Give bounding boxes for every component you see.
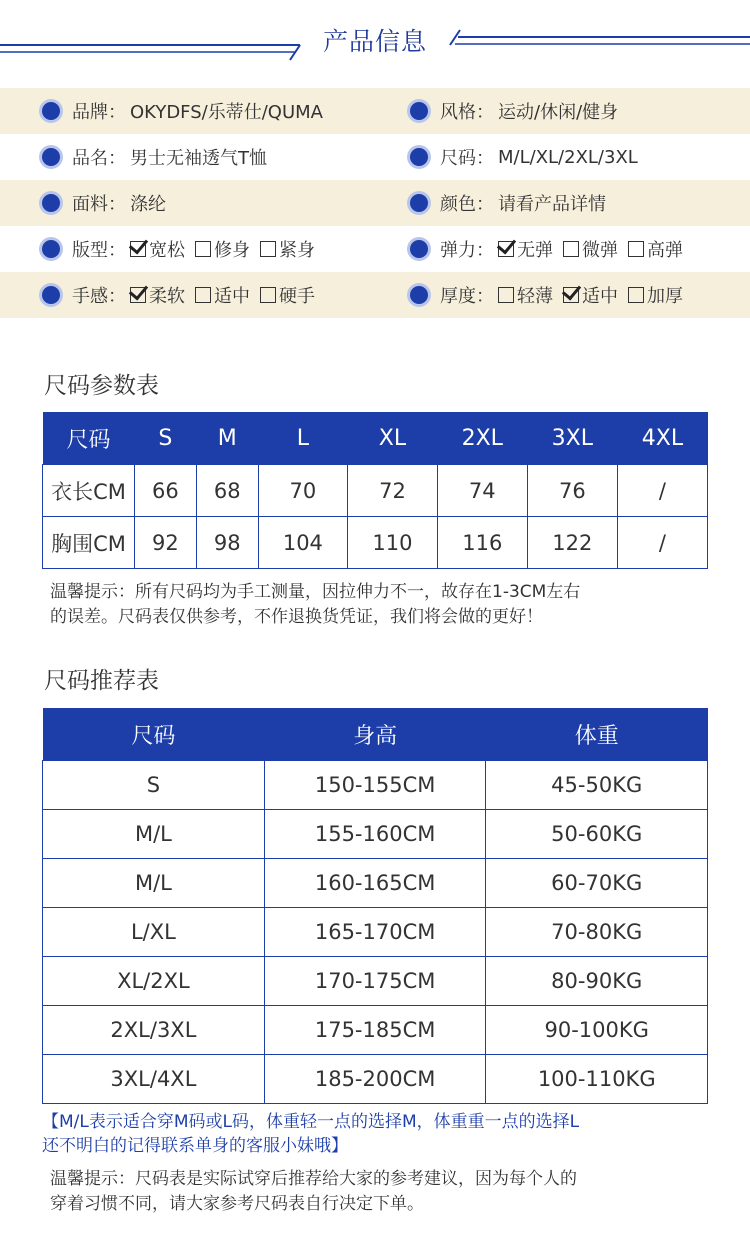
info-label: 品名： [72, 148, 126, 169]
checkbox-icon [260, 287, 276, 303]
info-elasticity [410, 236, 693, 262]
info-label: 颜色： [440, 194, 494, 215]
size-table-title: 尺码参数表 [44, 373, 159, 399]
checkbox-checked-icon [130, 241, 146, 257]
table-cell: 胸围CM [43, 517, 135, 569]
table-cell: 155-160CM [264, 810, 486, 859]
table-cell: 3XL/4XL [43, 1055, 265, 1104]
option-fit-tight[interactable] [260, 236, 315, 262]
checkbox-checked-icon [498, 241, 514, 257]
option-feel-hard[interactable] [260, 282, 315, 308]
info-fit [42, 236, 325, 262]
recommend-table-title: 尺码推荐表 [44, 668, 159, 694]
table-cell: 100-110KG [486, 1055, 708, 1104]
note-line: 温馨提示：所有尺码均为手工测量，因拉伸力不一，故存在1-3CM左右 [50, 582, 581, 602]
option-fit-slim[interactable] [195, 236, 250, 262]
bullet-icon [410, 102, 428, 120]
info-row [0, 134, 750, 180]
table-cell: 122 [527, 517, 617, 569]
info-color [410, 190, 606, 216]
table-cell: 150-155CM [264, 761, 486, 810]
checkbox-checked-icon [130, 287, 146, 303]
info-fabric [42, 190, 166, 216]
checkbox-checked-icon [563, 287, 579, 303]
option-fit-loose[interactable] [130, 236, 185, 262]
note-line: 穿着习惯不同，请大家参考尺码表自行决定下单。 [50, 1194, 424, 1214]
checkbox-icon [260, 241, 276, 257]
checkbox-icon [628, 241, 644, 257]
table-cell: 76 [527, 465, 617, 517]
note-line: 【M/L表示适合穿M码或L码，体重轻一点的选择M，体重重一点的选择L [42, 1112, 580, 1132]
table-header: L [258, 412, 348, 465]
option-elastic-high[interactable] [628, 236, 683, 262]
info-label: 尺码： [440, 148, 494, 169]
table-cell: 116 [437, 517, 527, 569]
bullet-icon [410, 194, 428, 212]
table-cell: 160-165CM [264, 859, 486, 908]
info-name [42, 144, 267, 170]
info-brand [42, 98, 323, 124]
table-cell: 68 [196, 465, 258, 517]
table-row [43, 517, 708, 569]
table-header: M [196, 412, 258, 465]
table-row [43, 1006, 708, 1055]
table-row [43, 1055, 708, 1104]
table-cell: 70-80KG [486, 908, 708, 957]
table-cell: 45-50KG [486, 761, 708, 810]
note-line: 的误差。尺码表仅供参考，不作退换货凭证，我们将会做的更好！ [50, 607, 543, 627]
option-label: 微弹 [582, 240, 618, 261]
option-label: 轻薄 [517, 286, 553, 307]
option-label: 无弹 [517, 240, 553, 261]
table-cell: 衣长CM [43, 465, 135, 517]
bullet-icon [410, 286, 428, 304]
info-row [0, 88, 750, 134]
table-cell: 110 [348, 517, 438, 569]
bullet-icon [42, 194, 60, 212]
table-cell: 50-60KG [486, 810, 708, 859]
table-header: 身高 [264, 708, 486, 761]
option-label: 适中 [582, 286, 618, 307]
info-label: 厚度： [440, 286, 494, 307]
table-cell: 2XL/3XL [43, 1006, 265, 1055]
info-row [0, 180, 750, 226]
product-info [0, 88, 750, 318]
table-cell: 72 [348, 465, 438, 517]
size-table [42, 412, 708, 569]
table-cell: / [617, 465, 707, 517]
info-value: 运动/休闲/健身 [498, 102, 619, 123]
table-row [43, 810, 708, 859]
section-header [0, 0, 750, 80]
checkbox-icon [498, 287, 514, 303]
info-value: 涤纶 [130, 194, 166, 215]
table-cell: 170-175CM [264, 957, 486, 1006]
table-cell: 90-100KG [486, 1006, 708, 1055]
table-header: 2XL [437, 412, 527, 465]
note-line: 温馨提示：尺码表是实际试穿后推荐给大家的参考建议，因为每个人的 [50, 1169, 577, 1189]
bullet-icon [410, 240, 428, 258]
info-row [0, 226, 750, 272]
table-header: 体重 [486, 708, 708, 761]
table-row [43, 957, 708, 1006]
checkbox-icon [195, 241, 211, 257]
table-cell: 60-70KG [486, 859, 708, 908]
option-label: 高弹 [647, 240, 683, 261]
table-cell: 92 [135, 517, 197, 569]
table-cell: 80-90KG [486, 957, 708, 1006]
info-label: 版型： [72, 240, 126, 261]
bullet-icon [410, 148, 428, 166]
table-row [43, 761, 708, 810]
option-thick-medium[interactable] [563, 282, 618, 308]
option-elastic-slight[interactable] [563, 236, 618, 262]
bullet-icon [42, 102, 60, 120]
table-header: 尺码 [43, 708, 265, 761]
size-table-note [50, 580, 580, 630]
table-cell: 70 [258, 465, 348, 517]
table-row [43, 465, 708, 517]
checkbox-icon [628, 287, 644, 303]
table-cell: / [617, 517, 707, 569]
table-cell: 66 [135, 465, 197, 517]
table-cell: 175-185CM [264, 1006, 486, 1055]
table-header: 尺码 [43, 412, 135, 465]
info-label: 手感： [72, 286, 126, 307]
info-label: 风格： [440, 102, 494, 123]
option-label: 修身 [214, 240, 250, 261]
table-cell: 104 [258, 517, 348, 569]
table-cell: M/L [43, 810, 265, 859]
option-thick-thin[interactable] [498, 282, 553, 308]
recommend-blue-note [42, 1110, 579, 1158]
option-thick-thick[interactable] [628, 282, 683, 308]
table-cell: M/L [43, 859, 265, 908]
info-label: 面料： [72, 194, 126, 215]
table-row [43, 908, 708, 957]
table-row [43, 859, 708, 908]
option-elastic-none[interactable] [498, 236, 553, 262]
page-title: 产品信息 [322, 27, 427, 56]
table-header: 3XL [527, 412, 617, 465]
info-value: 男士无袖透气T恤 [130, 148, 267, 169]
table-cell: 74 [437, 465, 527, 517]
info-value: OKYDFS/乐蒂仕/QUMA [130, 102, 323, 123]
table-header-row [43, 708, 708, 761]
option-feel-medium[interactable] [195, 282, 250, 308]
info-style [410, 98, 618, 124]
checkbox-icon [195, 287, 211, 303]
option-label: 硬手 [279, 286, 315, 307]
table-header: 4XL [617, 412, 707, 465]
info-value: 请看产品详情 [498, 194, 606, 215]
option-label: 柔软 [149, 286, 185, 307]
bullet-icon [42, 148, 60, 166]
option-label: 紧身 [279, 240, 315, 261]
info-thickness [410, 282, 693, 308]
table-header: XL [348, 412, 438, 465]
recommend-note [50, 1167, 577, 1217]
info-label: 弹力： [440, 240, 494, 261]
bullet-icon [42, 286, 60, 304]
table-cell: XL/2XL [43, 957, 265, 1006]
info-label: 品牌： [72, 102, 126, 123]
recommend-table [42, 708, 708, 1104]
table-cell: L/XL [43, 908, 265, 957]
table-cell: 165-170CM [264, 908, 486, 957]
bullet-icon [42, 240, 60, 258]
table-header: S [135, 412, 197, 465]
table-cell: 98 [196, 517, 258, 569]
option-label: 适中 [214, 286, 250, 307]
note-line: 还不明白的记得联系单身的客服小妹哦】 [42, 1136, 348, 1156]
info-row [0, 272, 750, 318]
option-label: 加厚 [647, 286, 683, 307]
table-header-row [43, 412, 708, 465]
info-feel [42, 282, 325, 308]
table-cell: 185-200CM [264, 1055, 486, 1104]
option-label: 宽松 [149, 240, 185, 261]
checkbox-icon [563, 241, 579, 257]
table-cell: S [43, 761, 265, 810]
info-value: M/L/XL/2XL/3XL [498, 146, 638, 168]
option-feel-soft[interactable] [130, 282, 185, 308]
info-size [410, 144, 638, 170]
